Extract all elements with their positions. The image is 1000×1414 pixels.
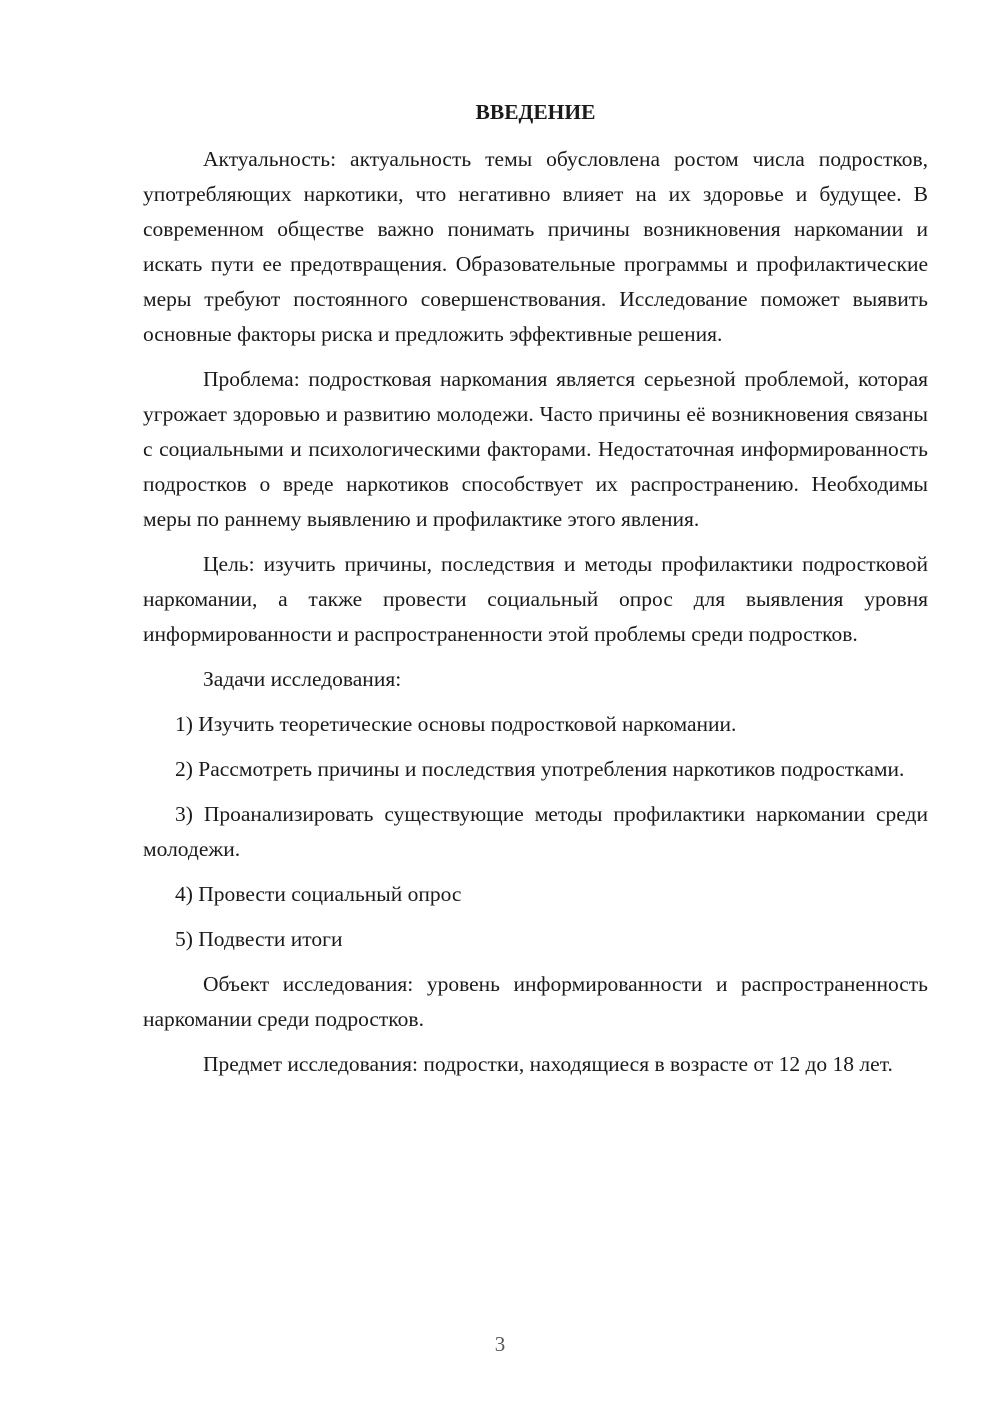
task-item-5: 5) Подвести итоги xyxy=(175,927,343,951)
document-page xyxy=(143,95,928,1092)
task-item-1: 1) Изучить теоретические основы подростковой наркомании. xyxy=(175,712,737,736)
task-item-2: 2) Рассмотреть причины и последствия употребления наркотиков подростками. xyxy=(175,757,905,781)
page-number: 3 xyxy=(494,1332,506,1356)
relevance-paragraph: Актуальность: актуальность темы обусловлена ростом числа подростков, употребляющих наркотики, что негативно влияет на их здоровье и будущее. В современном обществе важно понимать причины возникновения наркомании и искать пути ее предотвращения. Образовательные программы и профилактические меры требуют постоянного совершенствования. Исследование поможет выявить основные факторы риска и предложить эффективные решения. xyxy=(143,147,928,346)
section-title: ВВЕДЕНИЕ xyxy=(475,100,596,124)
task-item-4: 4) Провести социальный опрос xyxy=(175,882,462,906)
subject-paragraph: Предмет исследования: подростки, находящиеся в возрасте от 12 до 18 лет. xyxy=(203,1052,893,1076)
problem-paragraph: Проблема: подростковая наркомания является серьезной проблемой, которая угрожает здоровью и развитию молодежи. Часто причины её возникновения связаны с социальными и психологическими факторами. Недостаточная информированность подростков о вреде наркотиков способствует их распространению. Необходимы меры по раннему выявлению и профилактике этого явления. xyxy=(143,367,928,531)
goal-paragraph: Цель: изучить причины, последствия и методы профилактики подростковой наркомании, а также провести социальный опрос для выявления уровня информированности и распространенности этой проблемы среди подростков. xyxy=(143,552,928,646)
object-paragraph: Объект исследования: уровень информированности и распространенность наркомании среди подростков. xyxy=(143,972,928,1031)
tasks-heading: Задачи исследования: xyxy=(203,667,402,691)
task-item-3: 3) Проанализировать существующие методы профилактики наркомании среди молодежи. xyxy=(143,802,928,861)
